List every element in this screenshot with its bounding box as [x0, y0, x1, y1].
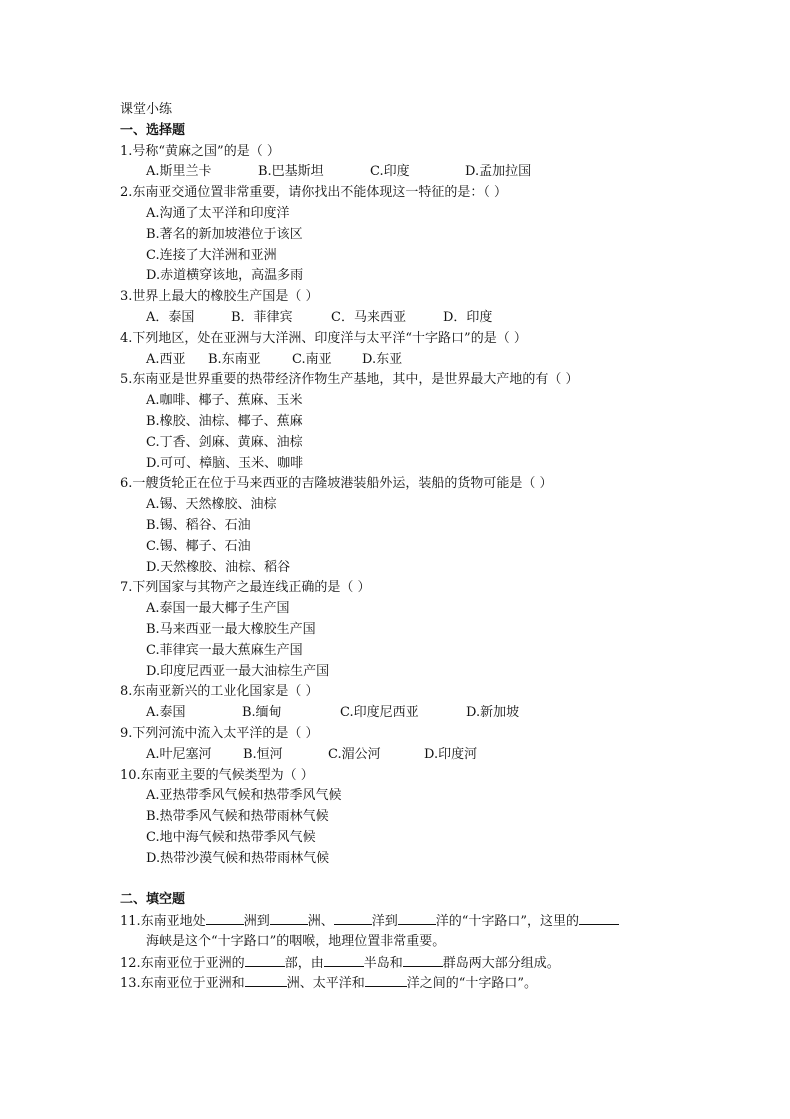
option-d[interactable]: D.孟加拉国	[465, 164, 532, 180]
option-a[interactable]: A.亚热带季风气候和热带季风气候	[146, 788, 342, 804]
question-10-stem: 10.东南亚主要的气候类型为（ ）	[120, 767, 314, 783]
question-12-text: 群岛两大部分组成。	[442, 955, 560, 971]
fill-blank[interactable]	[206, 911, 244, 925]
option-b[interactable]: B．菲律宾	[231, 309, 293, 325]
option-d[interactable]: D.赤道横穿该地，高温多雨	[146, 268, 304, 284]
option-d[interactable]: D.东亚	[362, 351, 403, 367]
question-13	[120, 973, 680, 994]
fill-blank[interactable]	[334, 911, 372, 925]
option-a[interactable]: A.泰国	[146, 705, 186, 721]
question-7-stem: 7.下列国家与其物产之最连线正确的是（ ）	[120, 580, 371, 596]
option-a[interactable]: A.斯里兰卡	[146, 164, 212, 180]
fill-blank[interactable]	[245, 953, 285, 967]
question-4-stem: 4.下列地区，处在亚洲与大洋洲、印度洋与太平洋“十字路口”的是（ ）	[120, 330, 527, 346]
option-d[interactable]: D.印度河	[424, 746, 478, 762]
option-c[interactable]: C.菲律宾一最大蕉麻生产国	[146, 642, 303, 658]
section-heading-fill: 二、填空题	[120, 892, 186, 908]
question-11-text: 洋的“十字路口”，这里的	[435, 914, 580, 930]
fill-blank[interactable]	[398, 911, 436, 925]
option-d[interactable]: D.热带沙漠气候和热带雨林气候	[146, 850, 330, 866]
option-a[interactable]: A.泰国一最大椰子生产国	[146, 601, 290, 617]
option-d[interactable]: D．印度	[443, 309, 493, 325]
question-11-line-2: 海峡是这个“十字路口”的咽喉，地理位置非常重要。	[146, 933, 446, 949]
question-13-text: 13.东南亚位于亚洲和	[120, 976, 245, 992]
question-2-stem: 2.东南亚交通位置非常重要，请你找出不能体现这一特征的是：（ ）	[120, 185, 508, 201]
option-b[interactable]: B.锡、稻谷、石油	[146, 517, 251, 533]
option-b[interactable]: B.马来西亚一最大橡胶生产国	[146, 621, 316, 637]
question-13-text: 洋之间的“十字路口”。	[406, 976, 537, 992]
option-d[interactable]: D.可可、樟脑、玉米、咖啡	[146, 455, 304, 471]
question-11-text: 洋到	[371, 914, 398, 930]
fill-blank[interactable]	[324, 953, 364, 967]
option-c[interactable]: C.丁香、剑麻、黄麻、油棕	[146, 434, 303, 450]
question-4-options	[120, 350, 680, 371]
option-c[interactable]: C.地中海气候和热带季风气候	[146, 829, 316, 845]
option-c[interactable]: C.连接了大洋洲和亚洲	[146, 247, 277, 263]
option-a[interactable]: A.西亚	[146, 351, 186, 367]
option-c[interactable]: C.南亚	[292, 351, 332, 367]
option-a[interactable]: A.咖啡、椰子、蕉麻、玉米	[146, 393, 303, 409]
question-1-stem: 1.号称“黄麻之国”的是（ ）	[120, 143, 280, 159]
question-13-text: 洲、太平洋和	[286, 976, 365, 992]
option-c[interactable]: C.印度尼西亚	[340, 705, 419, 721]
option-b[interactable]: B.著名的新加坡港位于该区	[146, 226, 303, 242]
option-a[interactable]: A．泰国	[146, 309, 195, 325]
spacer	[120, 869, 680, 890]
question-12-text: 半岛和	[363, 955, 403, 971]
question-12-text: 部，由	[284, 955, 324, 971]
question-3-stem: 3.世界上最大的橡胶生产国是（ ）	[120, 289, 319, 305]
option-c[interactable]: C.印度	[370, 164, 410, 180]
fill-blank[interactable]	[270, 911, 308, 925]
option-c[interactable]: C.锡、椰子、石油	[146, 538, 251, 554]
fill-blank[interactable]	[245, 973, 287, 987]
option-b[interactable]: B.巴基斯坦	[258, 164, 324, 180]
question-8-options	[120, 703, 680, 724]
fill-blank[interactable]	[403, 953, 443, 967]
worksheet-title: 课堂小练	[120, 102, 173, 117]
question-3-options	[120, 308, 680, 329]
question-5-stem: 5.东南亚是世界重要的热带经济作物生产基地，其中，是世界最大产地的有（ ）	[120, 372, 579, 388]
question-12	[120, 953, 680, 974]
option-b[interactable]: B.恒河	[243, 746, 283, 762]
option-a[interactable]: A.叶尼塞河	[146, 746, 212, 762]
section-heading-choice: 一、选择题	[120, 122, 186, 138]
fill-blank[interactable]	[365, 973, 407, 987]
question-8-stem: 8.东南亚新兴的工业化国家是（ ）	[120, 684, 319, 700]
option-c[interactable]: C.湄公河	[328, 746, 381, 762]
question-11-text: 11.东南亚地处	[120, 914, 206, 930]
question-11-text: 洲到	[243, 914, 270, 930]
question-6-stem: 6.一艘货轮正在位于马来西亚的吉隆坡港装船外运，装船的货物可能是（ ）	[120, 476, 553, 492]
option-d[interactable]: D.印度尼西亚一最大油棕生产国	[146, 663, 330, 679]
question-1-options	[120, 162, 680, 183]
option-a[interactable]: A.锡、天然橡胶、油棕	[146, 497, 277, 513]
option-b[interactable]: B.东南亚	[208, 351, 261, 367]
question-11-text: 洲、	[307, 914, 334, 930]
question-11-line-1	[120, 911, 680, 932]
question-12-text: 12.东南亚位于亚洲的	[120, 955, 245, 971]
question-9-options	[120, 745, 680, 766]
worksheet	[120, 100, 680, 994]
option-d[interactable]: D.新加坡	[466, 705, 520, 721]
question-9-stem: 9.下列河流中流入太平洋的是（ ）	[120, 725, 319, 741]
option-b[interactable]: B.缅甸	[242, 705, 282, 721]
option-b[interactable]: B.橡胶、油棕、椰子、蕉麻	[146, 413, 303, 429]
option-b[interactable]: B.热带季风气候和热带雨林气候	[146, 809, 329, 825]
option-c[interactable]: C．马来西亚	[331, 309, 406, 325]
option-d[interactable]: D.天然橡胶、油棕、稻谷	[146, 559, 291, 575]
fill-blank[interactable]	[579, 911, 619, 925]
option-a[interactable]: A.沟通了太平洋和印度洋	[146, 205, 290, 221]
